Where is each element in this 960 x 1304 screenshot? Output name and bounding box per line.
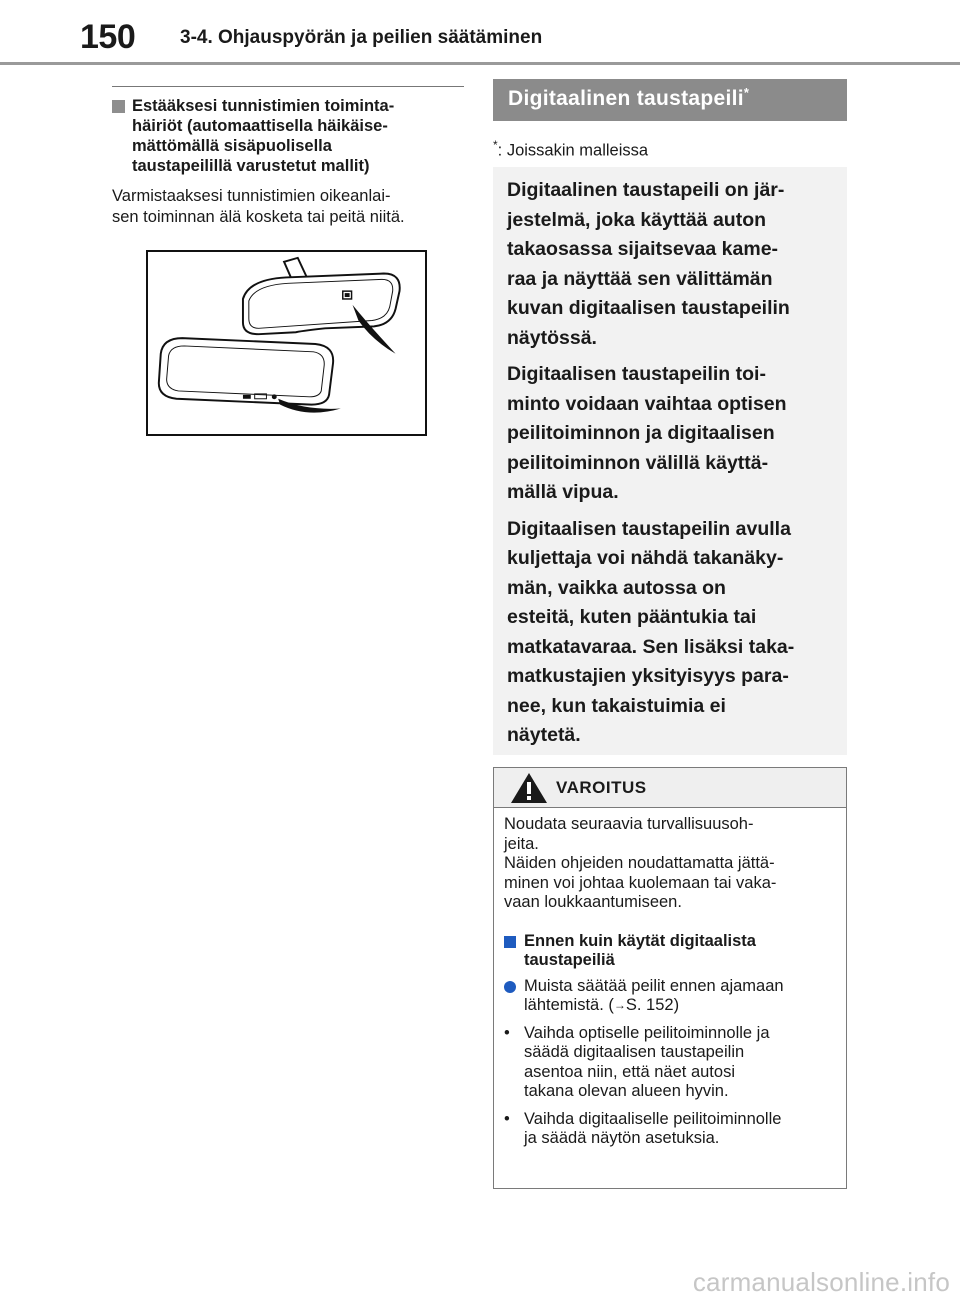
circle-bullet-icon <box>504 981 516 993</box>
page-reference-link[interactable]: S. 152) <box>625 996 680 1014</box>
square-bullet-icon <box>504 936 516 948</box>
warning-body <box>494 808 846 1149</box>
left-divider <box>112 86 464 87</box>
list-item <box>504 1110 836 1149</box>
digital-mirror-header <box>493 79 847 121</box>
warning-triangle-icon <box>509 771 549 805</box>
bullet-dot-icon: • <box>504 1023 510 1042</box>
intro-paragraph: Digitaalinen taustapeili on jär- jestelmä, joka käyttää auton takaosassa sijaitsevaa kame- raa ja näyttää sen välittämän kuvan digitaalisen taustapeilin näytössä. <box>507 179 790 349</box>
footnote <box>493 138 648 161</box>
warning-subheading <box>504 932 836 971</box>
warning-box <box>493 767 847 1189</box>
footnote-asterisk: * <box>493 138 498 152</box>
header-asterisk: * <box>743 85 750 100</box>
intro-box <box>493 167 847 755</box>
warning-label: VAROITUS <box>556 777 647 797</box>
intro-paragraph: Digitaalisen taustapeilin avulla kuljettaja voi nähdä takanäky- män, vaikka autossa on esteitä, kuten pääntukia tai matkatavaraa. Sen lisäksi taka- matkustajien yksityisyys para- nee, kun takaistuimia ei näytetä. <box>507 517 795 746</box>
mirror-drawing <box>148 252 425 434</box>
list-item <box>504 977 836 1016</box>
watermark: carmanualsonline.info <box>692 1267 950 1297</box>
mirror-illustration <box>146 250 427 436</box>
digital-mirror-header-text: Digitaalinen taustapeili <box>508 87 744 110</box>
list-item-text-start: Muista säätää peilit ennen ajamaan lähtemistä. ( <box>524 976 784 1014</box>
section-title: 3-4. Ohjauspyörän ja peilien säätäminen <box>180 27 543 48</box>
list-item <box>504 1024 836 1102</box>
bullet-dot-icon: • <box>504 1109 510 1128</box>
footnote-text: : Joissakin malleissa <box>497 141 649 160</box>
warning-header <box>494 768 846 808</box>
warning-intro-text: Noudata seuraavia turvallisuusoh- jeita. Näiden ohjeiden noudattamatta jättä- minen voi johtaa kuolemaan tai vaka- vaan loukkaantumiseen. <box>504 815 777 911</box>
list-item-text <box>524 977 784 1016</box>
page-reference-arrow-icon: → <box>613 998 626 1012</box>
sensor-body-text: Varmistaaksesi tunnistimien oikeanlai- sen toiminnan älä kosketa tai peitä niitä. <box>112 187 405 226</box>
warning-subheading-text: Ennen kuin käytät digitaalista taustapeiliä <box>524 931 756 969</box>
header-rule <box>0 62 960 65</box>
intro-paragraph: Digitaalisen taustapeilin toi- minto voidaan vaihtaa optisen peilitoiminnon ja digitaalisen peilitoiminnon välillä käyttä- mällä vipua. <box>507 363 787 503</box>
sensor-subheading <box>112 96 468 176</box>
list-item-text: Vaihda optiselle peilitoiminnolle ja säädä digitaalisen taustapeilin asentoa niin, että näet autosi takana olevan alueen hyvin. <box>524 1023 770 1100</box>
list-item-text: Vaihda digitaaliselle peilitoiminnolle ja säädä näytön asetuksia. <box>524 1109 782 1147</box>
page-number: 150 <box>80 18 136 56</box>
square-bullet-icon <box>112 100 125 113</box>
sensor-subheading-text: Estääksesi tunnistimien toiminta- häiriöt (automaattisella häikäise- mättömällä sisäpuolisella taustapeilillä varustetut mallit) <box>132 97 395 175</box>
